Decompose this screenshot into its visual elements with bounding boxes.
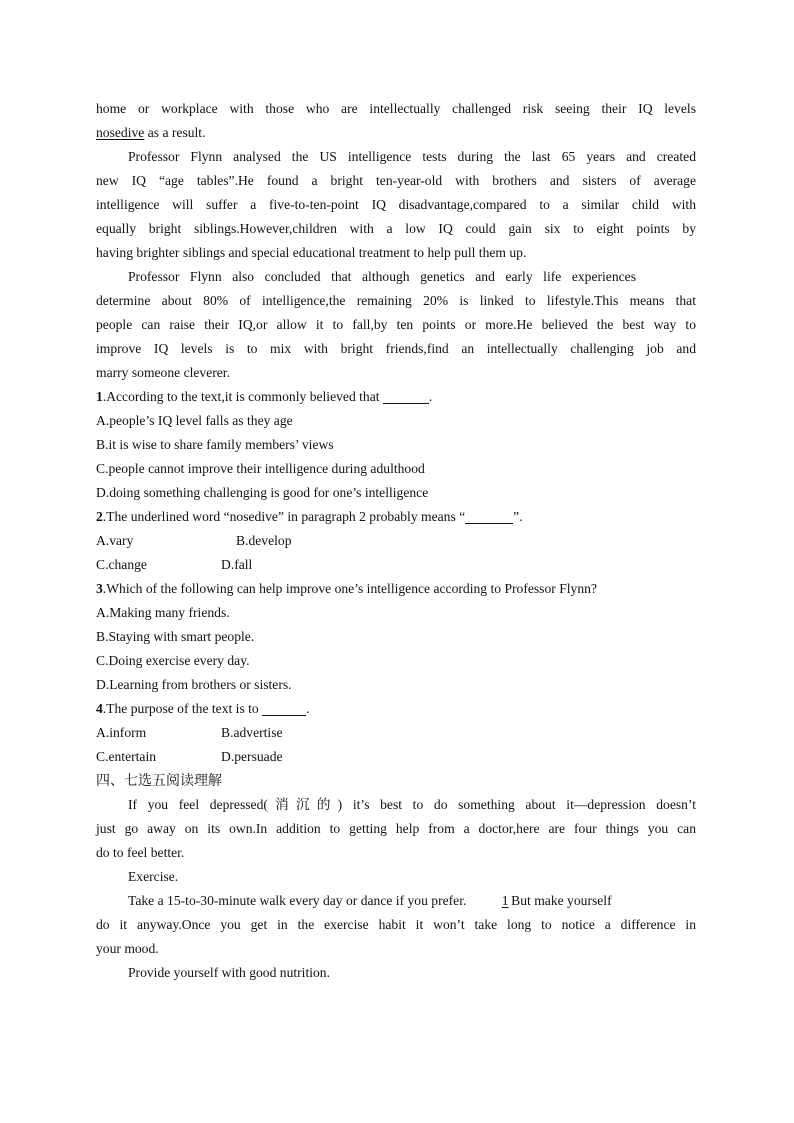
question-stem (96, 697, 696, 721)
question-number: 2 (96, 509, 103, 524)
passage-line (96, 121, 696, 145)
passage-line: do to feel better. (96, 845, 185, 860)
question-number: 1 (96, 389, 103, 404)
question-text: .The purpose of the text is to (102, 701, 263, 716)
question-text: .According to the text,it is commonly believed that (102, 389, 383, 404)
question-number: 3 (96, 581, 103, 596)
passage-line: marry someone cleverer. (96, 365, 230, 380)
question-stem (96, 505, 696, 529)
option: B.develop (236, 533, 292, 548)
passage-line: determine about 80% of intelligence,the remaining 20% is linked to lifestyle.This means that (96, 293, 696, 308)
option: D.doing something challenging is good for one’s intelligence (96, 485, 429, 500)
underlined-word-nosedive: nosedive (96, 125, 145, 140)
answer-blank (262, 700, 306, 716)
passage-line (96, 889, 696, 913)
gap-blank-1: 1 (501, 893, 509, 908)
passage-line: just go away on its own.In addition to getting help from a doctor,here are four things you can (96, 821, 696, 836)
answer-blank (383, 388, 429, 404)
passage-line: having brighter siblings and special educational treatment to help pull them up. (96, 245, 527, 260)
option: B.advertise (221, 725, 283, 740)
option: C.change (96, 557, 147, 572)
subheading-nutrition: Provide yourself with good nutrition. (128, 965, 331, 980)
question-stem (96, 577, 696, 601)
option: D.persuade (221, 749, 283, 764)
question-text: .Which of the following can help improve one’s intelligence according to Professor Flynn? (102, 581, 597, 596)
passage-line: intelligence will suffer a five-to-ten-point IQ disadvantage,compared to a similar child with (96, 197, 696, 212)
question-stem (96, 385, 696, 409)
option: C.people cannot improve their intelligence during adulthood (96, 461, 425, 476)
option-row (96, 553, 696, 577)
passage-line: Professor Flynn also concluded that although genetics and early life experiences (128, 269, 636, 284)
option: C.Doing exercise every day. (96, 653, 250, 668)
passage-line: If you feel depressed(消沉的) it’s best to do something about it—depression doesn’t (128, 797, 696, 812)
passage-line: do it anyway.Once you get in the exercise habit it won’t take long to notice a difference in (96, 917, 696, 932)
question-number: 4 (96, 701, 103, 716)
passage-line: people can raise their IQ,or allow it to fall,by ten points or more.He believed the best way to (96, 317, 696, 332)
option-row (96, 529, 696, 553)
option: A.Making many friends. (96, 605, 230, 620)
passage-line: equally bright siblings.However,children with a low IQ could gain six to eight points by (96, 221, 696, 236)
document-content (96, 97, 696, 985)
option-row (96, 745, 696, 769)
passage-text: as a result. (144, 125, 206, 140)
question-text: . (306, 701, 310, 716)
passage-line: new IQ “age tables”.He found a bright ten-year-old with brothers and sisters of average (96, 173, 696, 188)
subheading-exercise: Exercise. (128, 869, 179, 884)
passage-line: home or workplace with those who are intellectually challenged risk seeing their IQ levels (96, 101, 696, 116)
passage-line: improve IQ levels is to mix with bright friends,find an intellectually challenging job and (96, 341, 696, 356)
option: C.entertain (96, 749, 157, 764)
option: B.it is wise to share family members’ views (96, 437, 334, 452)
answer-blank (465, 508, 513, 524)
passage-line: Professor Flynn analysed the US intelligence tests during the last 65 years and created (128, 149, 696, 164)
option: A.people’s IQ level falls as they age (96, 413, 293, 428)
passage-text: Take a 15-to-30-minute walk every day or dance if you prefer. (128, 893, 470, 908)
question-text: . (428, 389, 433, 404)
passage-text: But make yourself (507, 893, 612, 908)
option: B.Staying with smart people. (96, 629, 255, 644)
option: D.Learning from brothers or sisters. (96, 677, 292, 692)
option-row (96, 721, 696, 745)
passage-line: your mood. (96, 941, 159, 956)
question-text: .The underlined word “nosedive” in paragraph 2 probably means “ (102, 509, 466, 524)
option: D.fall (221, 557, 253, 572)
section-heading: 四、七选五阅读理解 (96, 773, 222, 789)
option: A.vary (96, 533, 134, 548)
question-text: ”. (513, 509, 523, 524)
option: A.inform (96, 725, 147, 740)
